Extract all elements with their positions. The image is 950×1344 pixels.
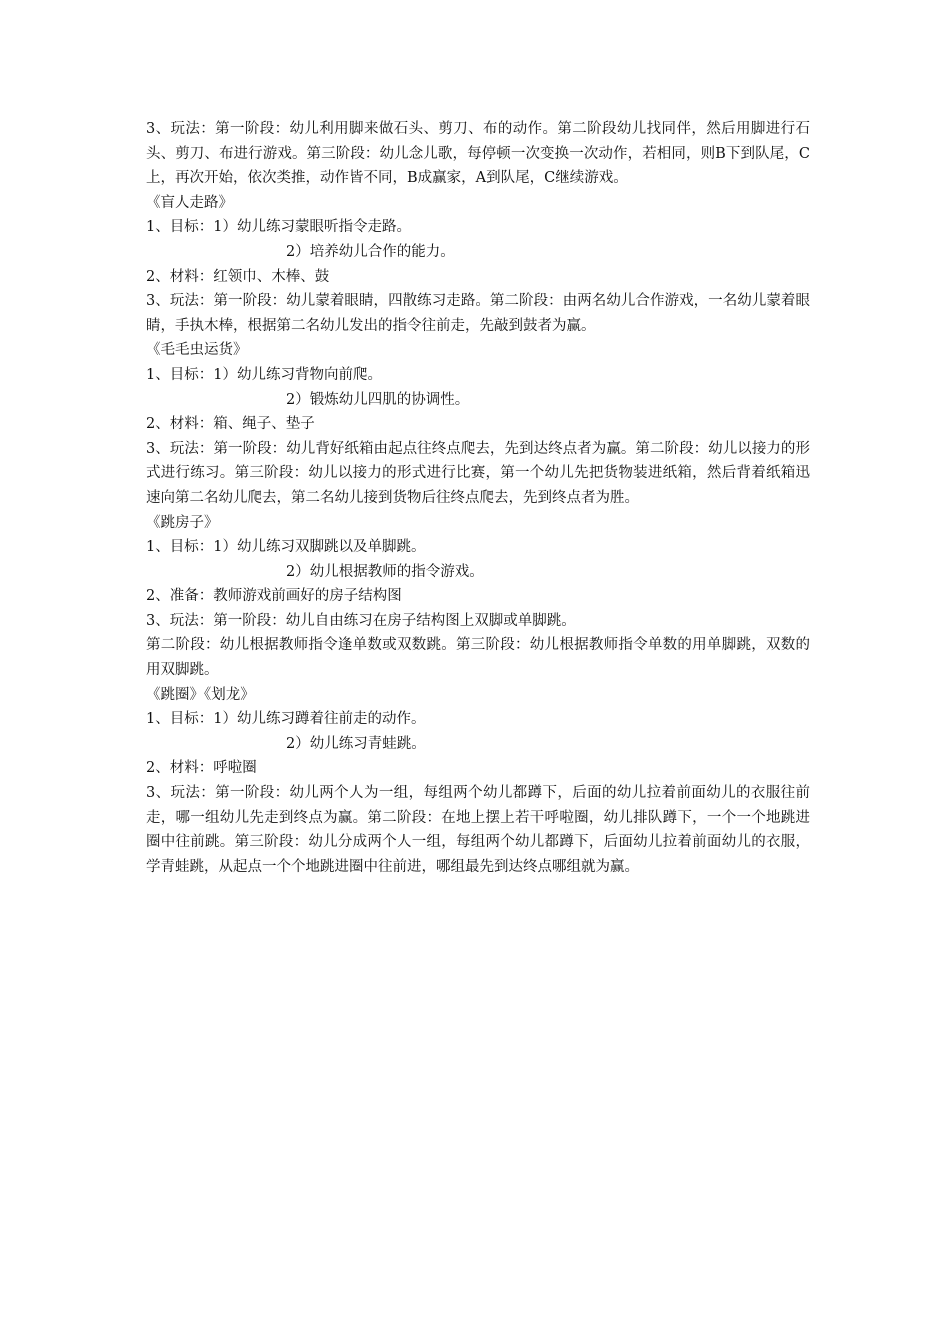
heading-caterpillar-cargo: 《毛毛虫运货》: [146, 342, 248, 359]
caterpillar-materials: 2、材料：箱、绳子、垫子: [146, 416, 315, 433]
hoop-jump-goal-2: 2）幼儿练习青蛙跳。: [286, 735, 426, 752]
hoop-jump-goal-1: 1、目标：1）幼儿练习蹲着往前走的动作。: [146, 711, 426, 728]
blind-walking-materials: 2、材料：红领巾、木棒、鼓: [146, 268, 330, 285]
heading-hoop-jump-dragon: 《跳圈》《划龙》: [146, 686, 255, 703]
heading-blind-walking: 《盲人走路》: [146, 194, 233, 211]
blind-walking-rules: 3、玩法：第一阶段：幼儿蒙着眼睛，四散练习走路。第二阶段：由两名幼儿合作游戏，一名幼儿蒙着眼睛，手执木棒，根据第二名幼儿发出的指令往前走，先敲到鼓者为赢。: [146, 293, 810, 334]
caterpillar-rules: 3、玩法：第一阶段：幼儿背好纸箱由起点往终点爬去，先到达终点者为赢。第二阶段：幼儿以接力的形式进行练习。第三阶段：幼儿以接力的形式进行比赛，第一个幼儿先把货物装进纸箱，然后背着纸箱迅速向第二名幼儿爬去，第二名幼儿接到货物后往终点爬去，先到终点者为胜。: [146, 440, 810, 506]
blind-walking-goal-2: 2）培养幼儿合作的能力。: [286, 243, 455, 260]
hoop-jump-rules: 3、玩法：第一阶段：幼儿两个人为一组，每组两个幼儿都蹲下，后面的幼儿拉着前面幼儿的衣服往前走，哪一组幼儿先走到终点为赢。第二阶段：在地上摆上若干呼啦圈，幼儿排队蹲下，一个一个地跳进圈中往前跳。第三阶段：幼儿分成两个人一组，每组两个幼儿都蹲下，后面幼儿拉着前面幼儿的衣服，学青蛙跳，从起点一个个地跳进圈中往前进，哪组最先到达终点哪组就为赢。: [146, 785, 810, 875]
hopscotch-preparation: 2、准备：教师游戏前画好的房子结构图: [146, 588, 402, 605]
blind-walking-goal-1: 1、目标：1）幼儿练习蒙眼听指令走路。: [146, 219, 411, 236]
hopscotch-goal-2: 2）幼儿根据教师的指令游戏。: [286, 563, 484, 580]
caterpillar-goal-2: 2）锻炼幼儿四肌的协调性。: [286, 391, 470, 408]
paragraph-rock-paper-scissors-rules: 3、玩法：第一阶段：幼儿利用脚来做石头、剪刀、布的动作。第二阶段幼儿找同伴，然后用脚进行石头、剪刀、布进行游戏。第三阶段：幼儿念儿歌，每停顿一次变换一次动作，若相同，则B下到队尾，C上，再次开始，依次类推，动作皆不同，B成赢家，A到队尾，C继续游戏。: [146, 121, 810, 187]
document-body: [146, 117, 810, 879]
hopscotch-goal-1: 1、目标：1）幼儿练习双脚跳以及单脚跳。: [146, 539, 426, 556]
hoop-jump-materials: 2、材料：呼啦圈: [146, 760, 257, 777]
hopscotch-rules-stage-1: 3、玩法：第一阶段：幼儿自由练习在房子结构图上双脚或单脚跳。: [146, 612, 576, 629]
heading-hopscotch: 《跳房子》: [146, 514, 219, 531]
caterpillar-goal-1: 1、目标：1）幼儿练习背物向前爬。: [146, 366, 382, 383]
hopscotch-rules-stage-2-3: 第二阶段：幼儿根据教师指令逢单数或双数跳。第三阶段：幼儿根据教师指令单数的用单脚跳，双数的用双脚跳。: [146, 637, 810, 679]
